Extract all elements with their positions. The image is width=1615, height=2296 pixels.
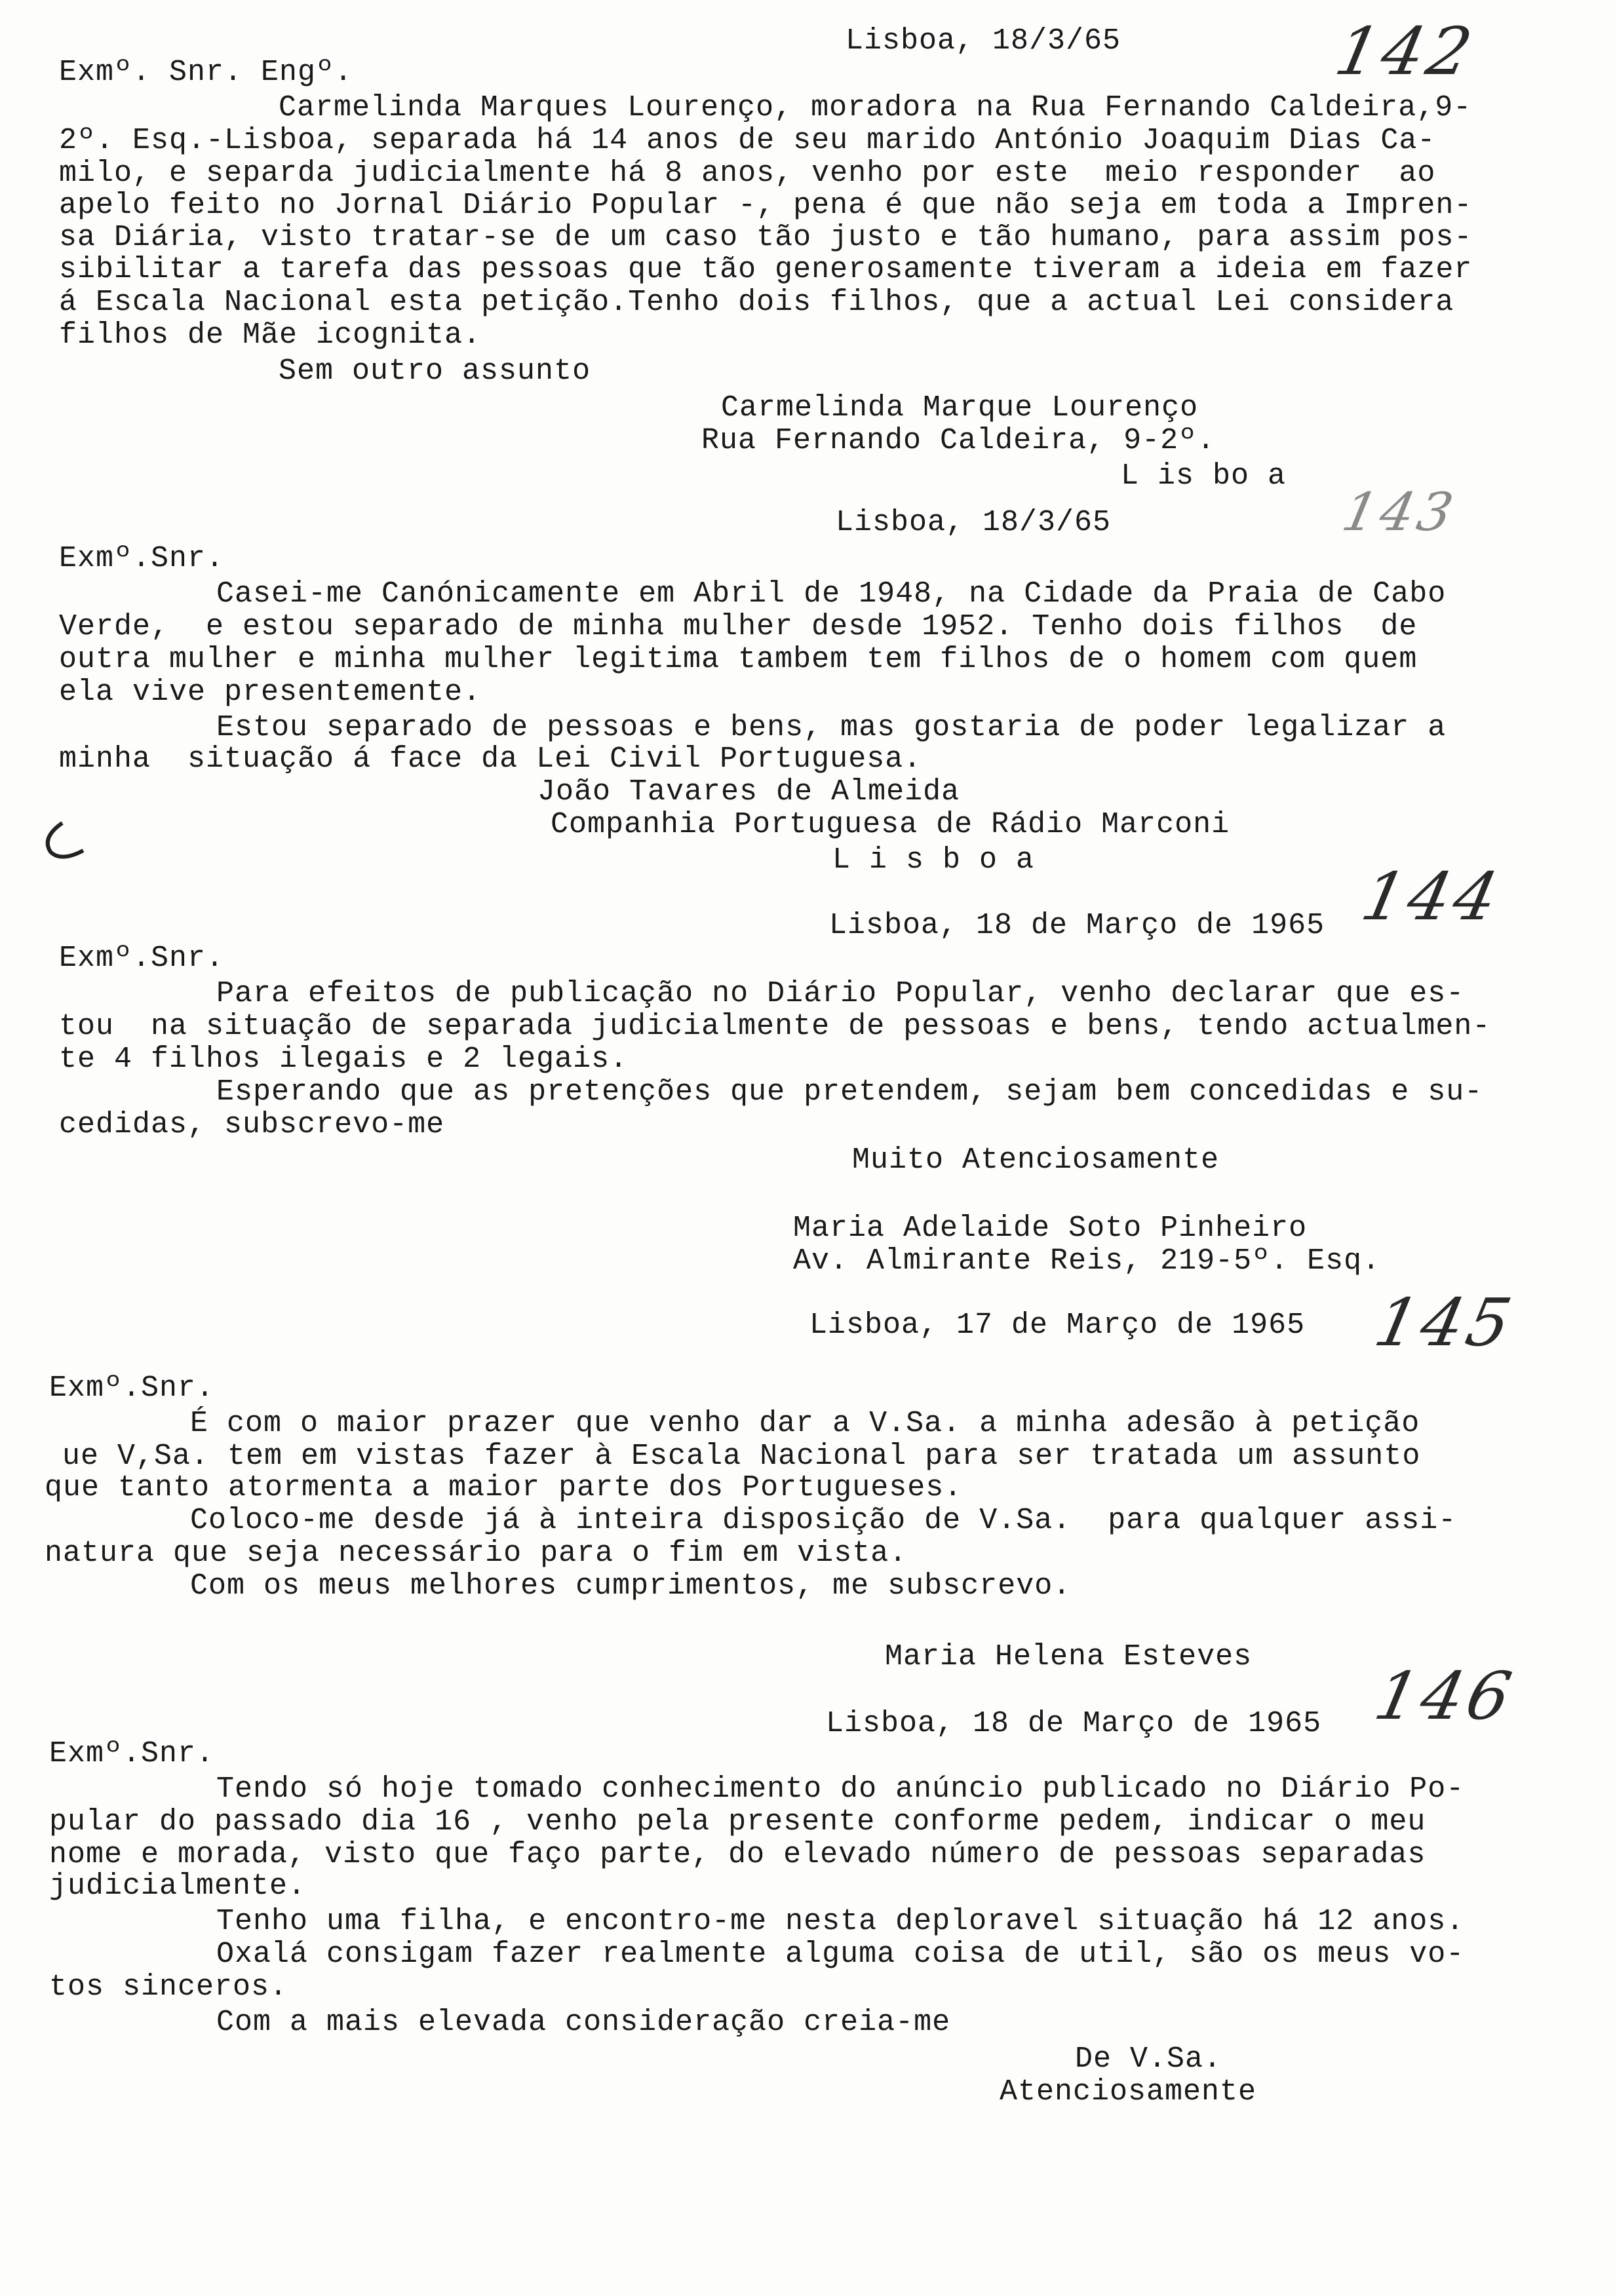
letter-145-date: Lisboa, 17 de Março de 1965: [809, 1309, 1306, 1342]
letter-142-body-line: á Escala Nacional esta petição.Tenho dois filhos, que a actual Lei considera: [59, 286, 1454, 319]
letter-144-page-number: 144: [1355, 858, 1509, 935]
letter-146-body-line: Tendo só hoje tomado conhecimento do anúncio publicado no Diário Po-: [216, 1772, 1465, 1806]
letter-144-body-line: Para efeitos de publicação no Diário Popular, venho declarar que es-: [216, 977, 1465, 1010]
letter-143-signature-line: Companhia Portuguesa de Rádio Marconi: [551, 808, 1230, 841]
letter-143-body-line: Verde, e estou separado de minha mulher desde 1952. Tenho dois filhos de: [59, 610, 1418, 643]
letter-144-body-line: Esperando que as pretenções que pretendem, sejam bem concedidas e su-: [216, 1075, 1483, 1109]
letter-146-body-line: nome e morada, visto que faço parte, do elevado número de pessoas separadas: [49, 1838, 1426, 1871]
letter-144-body-line: Muito Atenciosamente: [852, 1143, 1220, 1177]
letter-144-signature-line: Maria Adelaide Soto Pinheiro: [793, 1212, 1308, 1245]
letter-143-signature-line: L i s b o a: [832, 843, 1035, 877]
letter-146-date: Lisboa, 18 de Março de 1965: [826, 1707, 1322, 1740]
letter-143-body-line: outra mulher e minha mulher legitima tambem tem filhos de o homem com quem: [59, 643, 1418, 676]
letter-145-body-line: natura que seja necessário para o fim em vista.: [45, 1537, 908, 1570]
letter-144-body-line: tou na situação de separada judicialmente de pessoas e bens, tendo actualmen-: [59, 1010, 1491, 1043]
letter-142-body-line: milo, e separda judicialmente há 8 anos, venho por este meio responder ao: [59, 157, 1436, 190]
letter-146-body-line: Oxalá consigam fazer realmente alguma coisa de util, são os meus vo-: [216, 1938, 1465, 1971]
letter-146-body-line: pular do passado dia 16 , venho pela presente conforme pedem, indicar o meu: [49, 1805, 1426, 1839]
letter-143-body-line: Estou separado de pessoas e bens, mas gostaria de poder legalizar a: [216, 711, 1447, 744]
letter-145-body-line: ue V,Sa. tem em vistas fazer à Escala Nacional para ser tratada um assunto: [62, 1440, 1421, 1473]
letter-142-signature-line: Rua Fernando Caldeira, 9-2º.: [701, 424, 1216, 457]
letter-146-salutation: Exmº.Snr.: [49, 1737, 215, 1770]
letter-142-body-line: apelo feito no Jornal Diário Popular -, pena é que não seja em toda a Impren-: [59, 189, 1473, 222]
letter-146-page-number: 146: [1368, 1658, 1522, 1734]
letter-146-body-line: judicialmente.: [49, 1869, 307, 1903]
letter-145-page-number: 145: [1368, 1284, 1522, 1361]
letter-142-date: Lisboa, 18/3/65: [846, 24, 1121, 58]
letter-144-signature-line: Av. Almirante Reis, 219-5º. Esq.: [793, 1244, 1381, 1278]
letter-144-body-line: cedidas, subscrevo-me: [59, 1108, 445, 1141]
letter-143-body-line: minha situação á face da Lei Civil Portuguesa.: [59, 742, 922, 776]
letter-143-body-line: Casei-me Canónicamente em Abril de 1948, na Cidade da Praia de Cabo: [216, 577, 1447, 611]
letter-142-signature-line: L is bo a: [1121, 459, 1287, 493]
letter-143-signature-line: João Tavares de Almeida: [537, 775, 960, 809]
letter-143-salutation: Exmº.Snr.: [59, 542, 225, 575]
letter-145-body-line: Coloco-me desde já à inteira disposição de V.Sa. para qualquer assi-: [190, 1504, 1457, 1537]
pen-mark: [36, 818, 88, 864]
letter-143-page-number: 143: [1337, 482, 1462, 543]
letter-145-signature-line: Maria Helena Esteves: [885, 1640, 1253, 1674]
letter-142-body-line: 2º. Esq.-Lisboa, separada há 14 anos de seu marido António Joaquim Dias Ca-: [59, 124, 1436, 157]
letter-146-signature-line: De V.Sa.: [1075, 2042, 1222, 2076]
letter-144-salutation: Exmº.Snr.: [59, 942, 225, 975]
letter-143-body-line: ela vive presentemente.: [59, 676, 482, 709]
letter-146-body-line: tos sinceros.: [49, 1970, 288, 2004]
letter-144-body-line: te 4 filhos ilegais e 2 legais.: [59, 1043, 629, 1076]
letter-144-date: Lisboa, 18 de Março de 1965: [829, 909, 1325, 942]
letter-145-body-line: É com o maior prazer que venho dar a V.Sa. a minha adesão à petição: [190, 1407, 1420, 1440]
letter-142-body-line: Sem outro assunto: [279, 354, 591, 388]
letter-142-page-number: 142: [1329, 13, 1483, 90]
letter-145-body-line: que tanto atormenta a maior parte dos Portugueses.: [45, 1471, 963, 1504]
letter-145-salutation: Exmº.Snr.: [49, 1371, 215, 1405]
letter-145-body-line: Com os meus melhores cumprimentos, me subscrevo.: [190, 1569, 1072, 1603]
letter-142-body-line: filhos de Mãe icognita.: [59, 318, 482, 352]
letter-142-body-line: sa Diária, visto tratar-se de um caso tão justo e tão humano, para assim pos-: [59, 221, 1473, 254]
letter-146-signature-line: Atenciosamente: [1000, 2075, 1257, 2109]
letter-142-signature-line: Carmelinda Marque Lourenço: [721, 391, 1199, 425]
letter-142-body-line: sibilitar a tarefa das pessoas que tão generosamente tiveram a ideia em fazer: [59, 253, 1473, 286]
letter-142-body-line: Carmelinda Marques Lourenço, moradora na Rua Fernando Caldeira,9-: [279, 91, 1472, 124]
letter-143-date: Lisboa, 18/3/65: [836, 506, 1112, 539]
letter-142-salutation: Exmº. Snr. Engº.: [59, 56, 353, 89]
letter-146-body-line: Com a mais elevada consideração creia-me: [216, 2006, 951, 2039]
letter-146-body-line: Tenho uma filha, e encontro-me nesta deploravel situação há 12 anos.: [216, 1905, 1465, 1938]
